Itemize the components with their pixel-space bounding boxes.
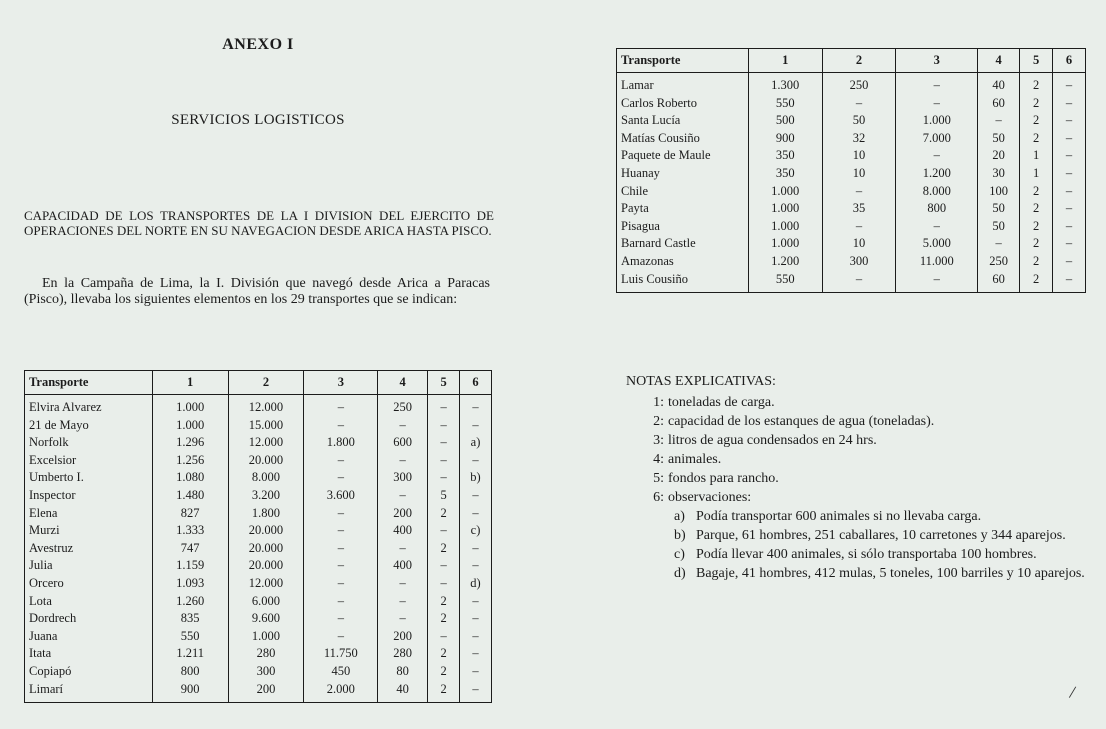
table-cell: 1 xyxy=(1020,147,1053,165)
column-header-5: 5 xyxy=(1020,49,1053,73)
table-cell: – xyxy=(304,469,378,487)
table-cell: 1.000 xyxy=(748,218,822,236)
observation-letter: c) xyxy=(674,547,685,562)
table-cell: 1.256 xyxy=(152,452,228,470)
table-header-row xyxy=(25,371,492,395)
transport-name: Chile xyxy=(617,183,749,201)
table-cell: 1.000 xyxy=(152,417,228,435)
table-cell: 550 xyxy=(748,95,822,113)
table-cell: – xyxy=(428,628,460,646)
transport-name: Limarí xyxy=(25,681,153,703)
table-row xyxy=(25,505,492,523)
table-cell: 200 xyxy=(378,628,428,646)
table-cell: – xyxy=(378,540,428,558)
table-cell: 50 xyxy=(978,200,1020,218)
table-cell: 11.750 xyxy=(304,645,378,663)
table-cell: 1.200 xyxy=(748,253,822,271)
table-cell: 20.000 xyxy=(228,557,304,575)
table-row xyxy=(617,235,1086,253)
table-cell: 400 xyxy=(378,557,428,575)
transport-name: Huanay xyxy=(617,165,749,183)
table-cell: 1.260 xyxy=(152,593,228,611)
column-header-4: 4 xyxy=(378,371,428,395)
table-cell: – xyxy=(1053,253,1086,271)
table-row xyxy=(25,487,492,505)
table-cell: – xyxy=(428,452,460,470)
table-cell: 1.000 xyxy=(228,628,304,646)
transport-name: Norfolk xyxy=(25,434,153,452)
table-cell: – xyxy=(460,610,492,628)
table-cell: 2 xyxy=(428,645,460,663)
note-number: 3: xyxy=(653,433,664,448)
column-header-2: 2 xyxy=(228,371,304,395)
transport-name: Luis Cousiño xyxy=(617,271,749,293)
table-cell: – xyxy=(304,575,378,593)
table-cell: – xyxy=(304,610,378,628)
table-cell: 300 xyxy=(228,663,304,681)
table-cell: 1.200 xyxy=(896,165,978,183)
table-cell: 550 xyxy=(152,628,228,646)
transport-name: Lamar xyxy=(617,73,749,95)
table-cell: – xyxy=(378,452,428,470)
annex-title: ANEXO I xyxy=(222,36,294,53)
table-cell: 400 xyxy=(378,522,428,540)
table-cell: 1.800 xyxy=(228,505,304,523)
note-item xyxy=(626,431,1088,450)
observation-item xyxy=(674,545,1088,564)
table-cell: – xyxy=(460,681,492,703)
table-cell: – xyxy=(460,487,492,505)
table-row xyxy=(25,645,492,663)
table-cell: – xyxy=(428,557,460,575)
column-header-transporte: Transporte xyxy=(25,371,153,395)
table-cell: – xyxy=(1053,218,1086,236)
table-cell: 1.296 xyxy=(152,434,228,452)
table-cell: 35 xyxy=(822,200,896,218)
table-cell: 300 xyxy=(822,253,896,271)
table-row xyxy=(25,557,492,575)
table-cell: – xyxy=(896,147,978,165)
table-cell: 2 xyxy=(1020,218,1053,236)
transport-name: Paquete de Maule xyxy=(617,147,749,165)
table-cell: 20.000 xyxy=(228,540,304,558)
table-row xyxy=(617,271,1086,293)
observation-item xyxy=(674,526,1088,545)
table-row xyxy=(25,469,492,487)
transport-name: Elvira Alvarez xyxy=(25,395,153,417)
table-cell: – xyxy=(1053,200,1086,218)
table-cell: – xyxy=(1053,183,1086,201)
table-cell: 2 xyxy=(1020,271,1053,293)
table-cell: 2 xyxy=(1020,73,1053,95)
note-number: 4: xyxy=(653,452,664,467)
table-cell: – xyxy=(428,434,460,452)
table-cell: 2 xyxy=(1020,112,1053,130)
table-cell: – xyxy=(428,417,460,435)
table-cell: 250 xyxy=(978,253,1020,271)
table-cell: 1.000 xyxy=(152,395,228,417)
table-cell: 50 xyxy=(822,112,896,130)
table-cell: 1.080 xyxy=(152,469,228,487)
notes-title: NOTAS EXPLICATIVAS: xyxy=(626,374,776,389)
table-row xyxy=(617,218,1086,236)
table-cell: 30 xyxy=(978,165,1020,183)
table-cell: 747 xyxy=(152,540,228,558)
table-row xyxy=(617,147,1086,165)
transport-name: Inspector xyxy=(25,487,153,505)
table-cell: 60 xyxy=(978,271,1020,293)
transport-name: Carlos Roberto xyxy=(617,95,749,113)
transport-name: Murzi xyxy=(25,522,153,540)
transport-name: 21 de Mayo xyxy=(25,417,153,435)
note-item xyxy=(626,393,1088,412)
table-cell: 900 xyxy=(152,681,228,703)
column-header-5: 5 xyxy=(428,371,460,395)
table-cell: – xyxy=(460,417,492,435)
table-cell: – xyxy=(1053,112,1086,130)
table-cell: – xyxy=(428,395,460,417)
column-header-transporte: Transporte xyxy=(617,49,749,73)
table-cell: 10 xyxy=(822,147,896,165)
table-row xyxy=(25,681,492,703)
table-row xyxy=(25,663,492,681)
table-cell: 32 xyxy=(822,130,896,148)
transport-name: Juana xyxy=(25,628,153,646)
table-cell: – xyxy=(1053,165,1086,183)
table-cell: 827 xyxy=(152,505,228,523)
table-cell: – xyxy=(1053,271,1086,293)
table-cell: – xyxy=(378,487,428,505)
table-cell: – xyxy=(304,452,378,470)
table-cell: 450 xyxy=(304,663,378,681)
column-header-4: 4 xyxy=(978,49,1020,73)
table-cell: 20.000 xyxy=(228,452,304,470)
table-cell: – xyxy=(978,112,1020,130)
table-cell: – xyxy=(460,452,492,470)
observation-item xyxy=(674,564,1088,583)
table-cell: 8.000 xyxy=(896,183,978,201)
table-cell: 2 xyxy=(1020,235,1053,253)
capacity-heading: CAPACIDAD DE LOS TRANSPORTES DE LA I DIVISION DEL EJERCITO DE OPERACIONES DEL NORTE EN SU NAVEGACION DESDE ARICA HASTA PISCO. xyxy=(24,208,494,238)
table-cell: 2 xyxy=(1020,253,1053,271)
transport-name: Pisagua xyxy=(617,218,749,236)
table-row xyxy=(617,112,1086,130)
table-cell: – xyxy=(896,218,978,236)
table-cell: – xyxy=(304,395,378,417)
column-header-6: 6 xyxy=(1053,49,1086,73)
table-cell: 280 xyxy=(228,645,304,663)
observations-list xyxy=(674,507,1088,583)
table-row xyxy=(25,610,492,628)
table-cell: – xyxy=(822,183,896,201)
note-number: 1: xyxy=(653,395,664,410)
table-row xyxy=(617,95,1086,113)
table-row xyxy=(25,417,492,435)
notes-list xyxy=(626,393,1088,507)
table-cell: – xyxy=(304,417,378,435)
table-cell: 2 xyxy=(428,681,460,703)
transport-name: Barnard Castle xyxy=(617,235,749,253)
table-cell: – xyxy=(460,395,492,417)
table-row xyxy=(617,73,1086,95)
table-cell: 500 xyxy=(748,112,822,130)
table-cell: – xyxy=(378,610,428,628)
table-cell: 1 xyxy=(1020,165,1053,183)
table-cell: 40 xyxy=(978,73,1020,95)
table-cell: 12.000 xyxy=(228,395,304,417)
table-cell: 2 xyxy=(1020,200,1053,218)
table-cell: 12.000 xyxy=(228,434,304,452)
table-cell: – xyxy=(460,628,492,646)
table-cell: 2 xyxy=(1020,130,1053,148)
table-cell: 350 xyxy=(748,165,822,183)
table-row xyxy=(617,130,1086,148)
table-cell: 11.000 xyxy=(896,253,978,271)
table-cell: – xyxy=(378,417,428,435)
table-cell: 6.000 xyxy=(228,593,304,611)
note-number: 6: xyxy=(653,490,664,505)
table-cell: 200 xyxy=(228,681,304,703)
table-cell: 1.000 xyxy=(748,200,822,218)
table-cell: – xyxy=(304,628,378,646)
table-row xyxy=(617,183,1086,201)
table-cell: – xyxy=(1053,95,1086,113)
table-cell: 5.000 xyxy=(896,235,978,253)
table-cell: 1.333 xyxy=(152,522,228,540)
table-row xyxy=(25,593,492,611)
table-cell: 40 xyxy=(378,681,428,703)
transport-table-right xyxy=(616,48,1086,293)
observation-letter: b) xyxy=(674,528,686,543)
explanatory-notes xyxy=(626,372,1088,583)
table-row xyxy=(25,452,492,470)
table-cell: – xyxy=(896,95,978,113)
intro-paragraph: En la Campaña de Lima, la I. División que navegó desde Arica a Paracas (Pisco), llevaba los siguientes elementos en los 29 transportes que se indican: xyxy=(24,276,490,307)
table-cell: 1.159 xyxy=(152,557,228,575)
table-cell: 835 xyxy=(152,610,228,628)
transport-name: Santa Lucía xyxy=(617,112,749,130)
table-cell: 1.093 xyxy=(152,575,228,593)
section-title: SERVICIOS LOGISTICOS xyxy=(171,112,345,128)
table-cell: – xyxy=(428,575,460,593)
table-cell: 3.600 xyxy=(304,487,378,505)
note-text: capacidad de los estanques de agua (toneladas). xyxy=(668,414,935,429)
transport-name: Itata xyxy=(25,645,153,663)
column-header-1: 1 xyxy=(748,49,822,73)
table-cell: – xyxy=(378,593,428,611)
table-cell: – xyxy=(1053,73,1086,95)
stray-mark: / xyxy=(1068,681,1078,703)
table-cell: 800 xyxy=(896,200,978,218)
table-cell: – xyxy=(428,469,460,487)
table-row xyxy=(25,575,492,593)
note-text: observaciones: xyxy=(668,490,752,505)
table-cell: 280 xyxy=(378,645,428,663)
table-cell: – xyxy=(460,645,492,663)
table-cell: 5 xyxy=(428,487,460,505)
note-item xyxy=(626,412,1088,431)
table-cell: – xyxy=(460,557,492,575)
table-cell: – xyxy=(822,218,896,236)
table-cell: – xyxy=(896,271,978,293)
column-header-3: 3 xyxy=(896,49,978,73)
table-cell: 2 xyxy=(1020,183,1053,201)
observation-text: Podía transportar 600 animales si no llevaba carga. xyxy=(696,509,982,524)
table-cell: – xyxy=(978,235,1020,253)
table-cell: – xyxy=(304,522,378,540)
table-cell: 1.000 xyxy=(896,112,978,130)
table-row xyxy=(617,200,1086,218)
table-cell: 1.000 xyxy=(748,235,822,253)
table-cell: 20 xyxy=(978,147,1020,165)
note-text: toneladas de carga. xyxy=(668,395,775,410)
transport-name: Elena xyxy=(25,505,153,523)
table-row xyxy=(617,253,1086,271)
table-cell: 3.200 xyxy=(228,487,304,505)
note-number: 5: xyxy=(653,471,664,486)
transport-name: Dordrech xyxy=(25,610,153,628)
observation-letter: d) xyxy=(674,566,686,581)
table-cell: 1.300 xyxy=(748,73,822,95)
note-text: litros de agua condensados en 24 hrs. xyxy=(668,433,877,448)
transport-name: Lota xyxy=(25,593,153,611)
table-cell: 550 xyxy=(748,271,822,293)
table-cell: 800 xyxy=(152,663,228,681)
observation-text: Parque, 61 hombres, 251 caballares, 10 carretones y 344 aparejos. xyxy=(696,528,1066,543)
observation-item xyxy=(674,507,1088,526)
table-cell: 300 xyxy=(378,469,428,487)
note-text: fondos para rancho. xyxy=(668,471,779,486)
table-cell: 15.000 xyxy=(228,417,304,435)
table-cell: 1.000 xyxy=(748,183,822,201)
table-cell: 2 xyxy=(428,540,460,558)
table-cell: 2 xyxy=(428,663,460,681)
table-cell: – xyxy=(460,593,492,611)
table-cell: 80 xyxy=(378,663,428,681)
table-row xyxy=(25,395,492,417)
table-cell: 600 xyxy=(378,434,428,452)
note-item xyxy=(626,469,1088,488)
table-cell: 2 xyxy=(428,610,460,628)
table-cell: 20.000 xyxy=(228,522,304,540)
table-cell: – xyxy=(304,540,378,558)
table-cell: 200 xyxy=(378,505,428,523)
table-cell: – xyxy=(1053,130,1086,148)
table-cell: 250 xyxy=(378,395,428,417)
table-cell: 1.480 xyxy=(152,487,228,505)
transport-table-left xyxy=(24,370,492,703)
table-cell: 50 xyxy=(978,218,1020,236)
table-header-row xyxy=(617,49,1086,73)
table-cell: – xyxy=(304,557,378,575)
table-cell: 9.600 xyxy=(228,610,304,628)
transport-name: Matías Cousiño xyxy=(617,130,749,148)
observation-text: Bagaje, 41 hombres, 412 mulas, 5 toneles, 100 barriles y 10 aparejos. xyxy=(696,566,1085,581)
table-cell: 900 xyxy=(748,130,822,148)
table-cell: 12.000 xyxy=(228,575,304,593)
table-row xyxy=(25,434,492,452)
transport-name: Julia xyxy=(25,557,153,575)
table-cell: 10 xyxy=(822,235,896,253)
table-cell: 2 xyxy=(428,593,460,611)
transport-name: Payta xyxy=(617,200,749,218)
table-cell: – xyxy=(378,575,428,593)
table-row xyxy=(617,165,1086,183)
table-cell: d) xyxy=(460,575,492,593)
table-cell: 2 xyxy=(1020,95,1053,113)
table-cell: – xyxy=(1053,235,1086,253)
transport-name: Excelsior xyxy=(25,452,153,470)
transport-name: Orcero xyxy=(25,575,153,593)
note-text: animales. xyxy=(668,452,722,467)
table-cell: 350 xyxy=(748,147,822,165)
observation-text: Podía llevar 400 animales, si sólo transportaba 100 hombres. xyxy=(696,547,1037,562)
column-header-6: 6 xyxy=(460,371,492,395)
table-row xyxy=(25,540,492,558)
table-cell: – xyxy=(822,271,896,293)
column-header-1: 1 xyxy=(152,371,228,395)
table-row xyxy=(25,522,492,540)
transport-name: Umberto I. xyxy=(25,469,153,487)
table-cell: – xyxy=(428,522,460,540)
table-row xyxy=(25,628,492,646)
transport-name: Copiapó xyxy=(25,663,153,681)
table-cell: c) xyxy=(460,522,492,540)
column-header-2: 2 xyxy=(822,49,896,73)
table-cell: 8.000 xyxy=(228,469,304,487)
transport-name: Avestruz xyxy=(25,540,153,558)
column-header-3: 3 xyxy=(304,371,378,395)
table-cell: 7.000 xyxy=(896,130,978,148)
table-cell: b) xyxy=(460,469,492,487)
table-cell: 250 xyxy=(822,73,896,95)
table-cell: 1.800 xyxy=(304,434,378,452)
table-cell: 60 xyxy=(978,95,1020,113)
table-cell: – xyxy=(304,593,378,611)
table-cell: – xyxy=(460,540,492,558)
transport-name: Amazonas xyxy=(617,253,749,271)
table-cell: 1.211 xyxy=(152,645,228,663)
table-cell: 2 xyxy=(428,505,460,523)
table-cell: 10 xyxy=(822,165,896,183)
table-cell: 50 xyxy=(978,130,1020,148)
table-cell: – xyxy=(822,95,896,113)
note-item xyxy=(626,450,1088,469)
table-cell: a) xyxy=(460,434,492,452)
table-cell: – xyxy=(1053,147,1086,165)
table-cell: – xyxy=(460,505,492,523)
note-item xyxy=(626,488,1088,507)
table-cell: 100 xyxy=(978,183,1020,201)
table-cell: – xyxy=(304,505,378,523)
note-number: 2: xyxy=(653,414,664,429)
table-cell: 2.000 xyxy=(304,681,378,703)
table-cell: – xyxy=(460,663,492,681)
table-cell: – xyxy=(896,73,978,95)
observation-letter: a) xyxy=(674,509,685,524)
